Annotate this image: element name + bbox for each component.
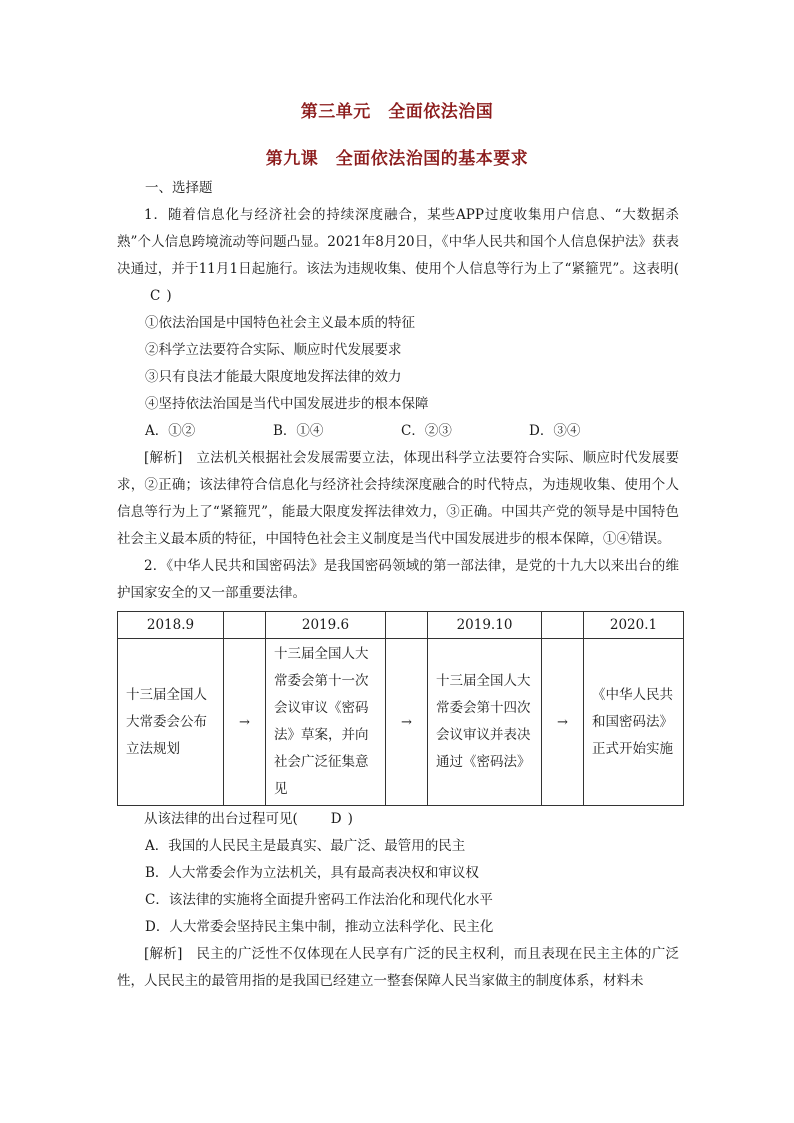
legislation-timeline-table <box>117 611 684 806</box>
right-arrow-icon: → <box>542 639 584 806</box>
question-2-analysis: [解析] 民主的广泛性不仅体现在人民享有广泛的民主权利，而且表现在民主主体的广泛性，人民民主的最管用指的是我国已经建立一整套保障人民当家做主的制度体系，材料未 <box>117 946 679 989</box>
lesson-title: 第九课 全面依法治国的基本要求 <box>265 149 529 169</box>
timeline-date: 2018.9 <box>118 612 224 639</box>
question-1-analysis: [解析] 立法机关根据社会发展需要立法，体现出科学立法要符合实际、顺应时代发展要求，②正确；该法律符合信息化与经济社会持续深度融合的时代特点，为违规收集、使用个人信息等行为上了“紧箍咒”，能最大限度发挥法律效力，③正确。中国共产党的领导是中国特色社会主义最本质的特征，中国特色社会主义制度是当代中国发展进步的根本保障，①④错误。 <box>117 450 679 547</box>
right-arrow-icon: → <box>386 639 428 806</box>
question-2-option-c: C．该法律的实施将全面提升密码工作法治化和现代化水平 <box>145 892 493 908</box>
section-label: 一、选择题 <box>145 180 213 196</box>
timeline-date <box>224 612 266 639</box>
question-2-option-a: A．我国的人民民主是最真实、最广泛、最管用的民主 <box>145 838 466 854</box>
question-1-options <box>117 418 679 445</box>
document-body <box>117 175 679 995</box>
question-2-option-d: D．人大常委会坚持民主集中制，推动立法科学化、民主化 <box>145 919 494 935</box>
question-2-answer: D <box>330 811 342 827</box>
question-2-option-b: B．人大常委会作为立法机关，具有最高表决权和审议权 <box>145 865 479 881</box>
timeline-date: 2020.1 <box>584 612 684 639</box>
question-2-stem: 2．《中华人民共和国密码法》是我国密码领域的第一部法律，是党的十九大以来出台的维护国家安全的又一部重要法律。 <box>117 558 679 601</box>
question-1-item: ③只有良法才能最大限度地发挥法律的效力 <box>145 369 402 385</box>
timeline-date: 2019.6 <box>266 612 386 639</box>
question-1-option-d: D．③④ <box>529 423 581 439</box>
question-1-item: ②科学立法要符合实际、顺应时代发展要求 <box>145 342 402 358</box>
timeline-date-row <box>118 612 684 639</box>
timeline-date <box>386 612 428 639</box>
unit-title: 第三单元 全面依法治国 <box>300 102 494 122</box>
question-1-stem-close: ) <box>166 288 172 304</box>
question-1-option-c: C．②③ <box>401 423 452 439</box>
question-1-item: ④坚持依法治国是当代中国发展进步的根本保障 <box>145 396 429 412</box>
timeline-event: 十三届全国人大常委会第十四次会议审议并表决通过《密码法》 <box>428 639 542 806</box>
question-1-option-a: A．①② <box>145 423 196 439</box>
timeline-event: 《中华人民共和国密码法》正式开始实施 <box>584 639 684 806</box>
timeline-event: 十三届全国人大常委会第十一次会议审议《密码法》草案，并向社会广泛征集意见 <box>266 639 386 806</box>
question-2-prompt-text: 从该法律的出台过程可见( <box>144 811 298 827</box>
question-2-prompt-close: ) <box>347 811 353 827</box>
question-1-answer: C <box>150 288 161 304</box>
timeline-event: 十三届全国人大常委会公布立法规划 <box>118 639 224 806</box>
right-arrow-icon: → <box>224 639 266 806</box>
question-1-stem-text: 1．随着信息化与经济社会的持续深度融合，某些APP过度收集用户信息、“大数据杀熟”个人信息跨境流动等问题凸显。2021年8月20日，《中华人民共和国个人信息保护法》获表决通过，并于11月1日起施行。该法为违规收集、使用个人信息等行为上了“紧箍咒”。这表明( <box>117 207 679 277</box>
timeline-event-row <box>118 639 684 806</box>
timeline-date <box>542 612 584 639</box>
question-1-item: ①依法治国是中国特色社会主义最本质的特征 <box>145 315 415 331</box>
timeline-date: 2019.10 <box>428 612 542 639</box>
question-2-prompt <box>117 806 679 833</box>
question-1-stem <box>117 202 679 310</box>
question-1-option-b: B．①④ <box>273 423 324 439</box>
